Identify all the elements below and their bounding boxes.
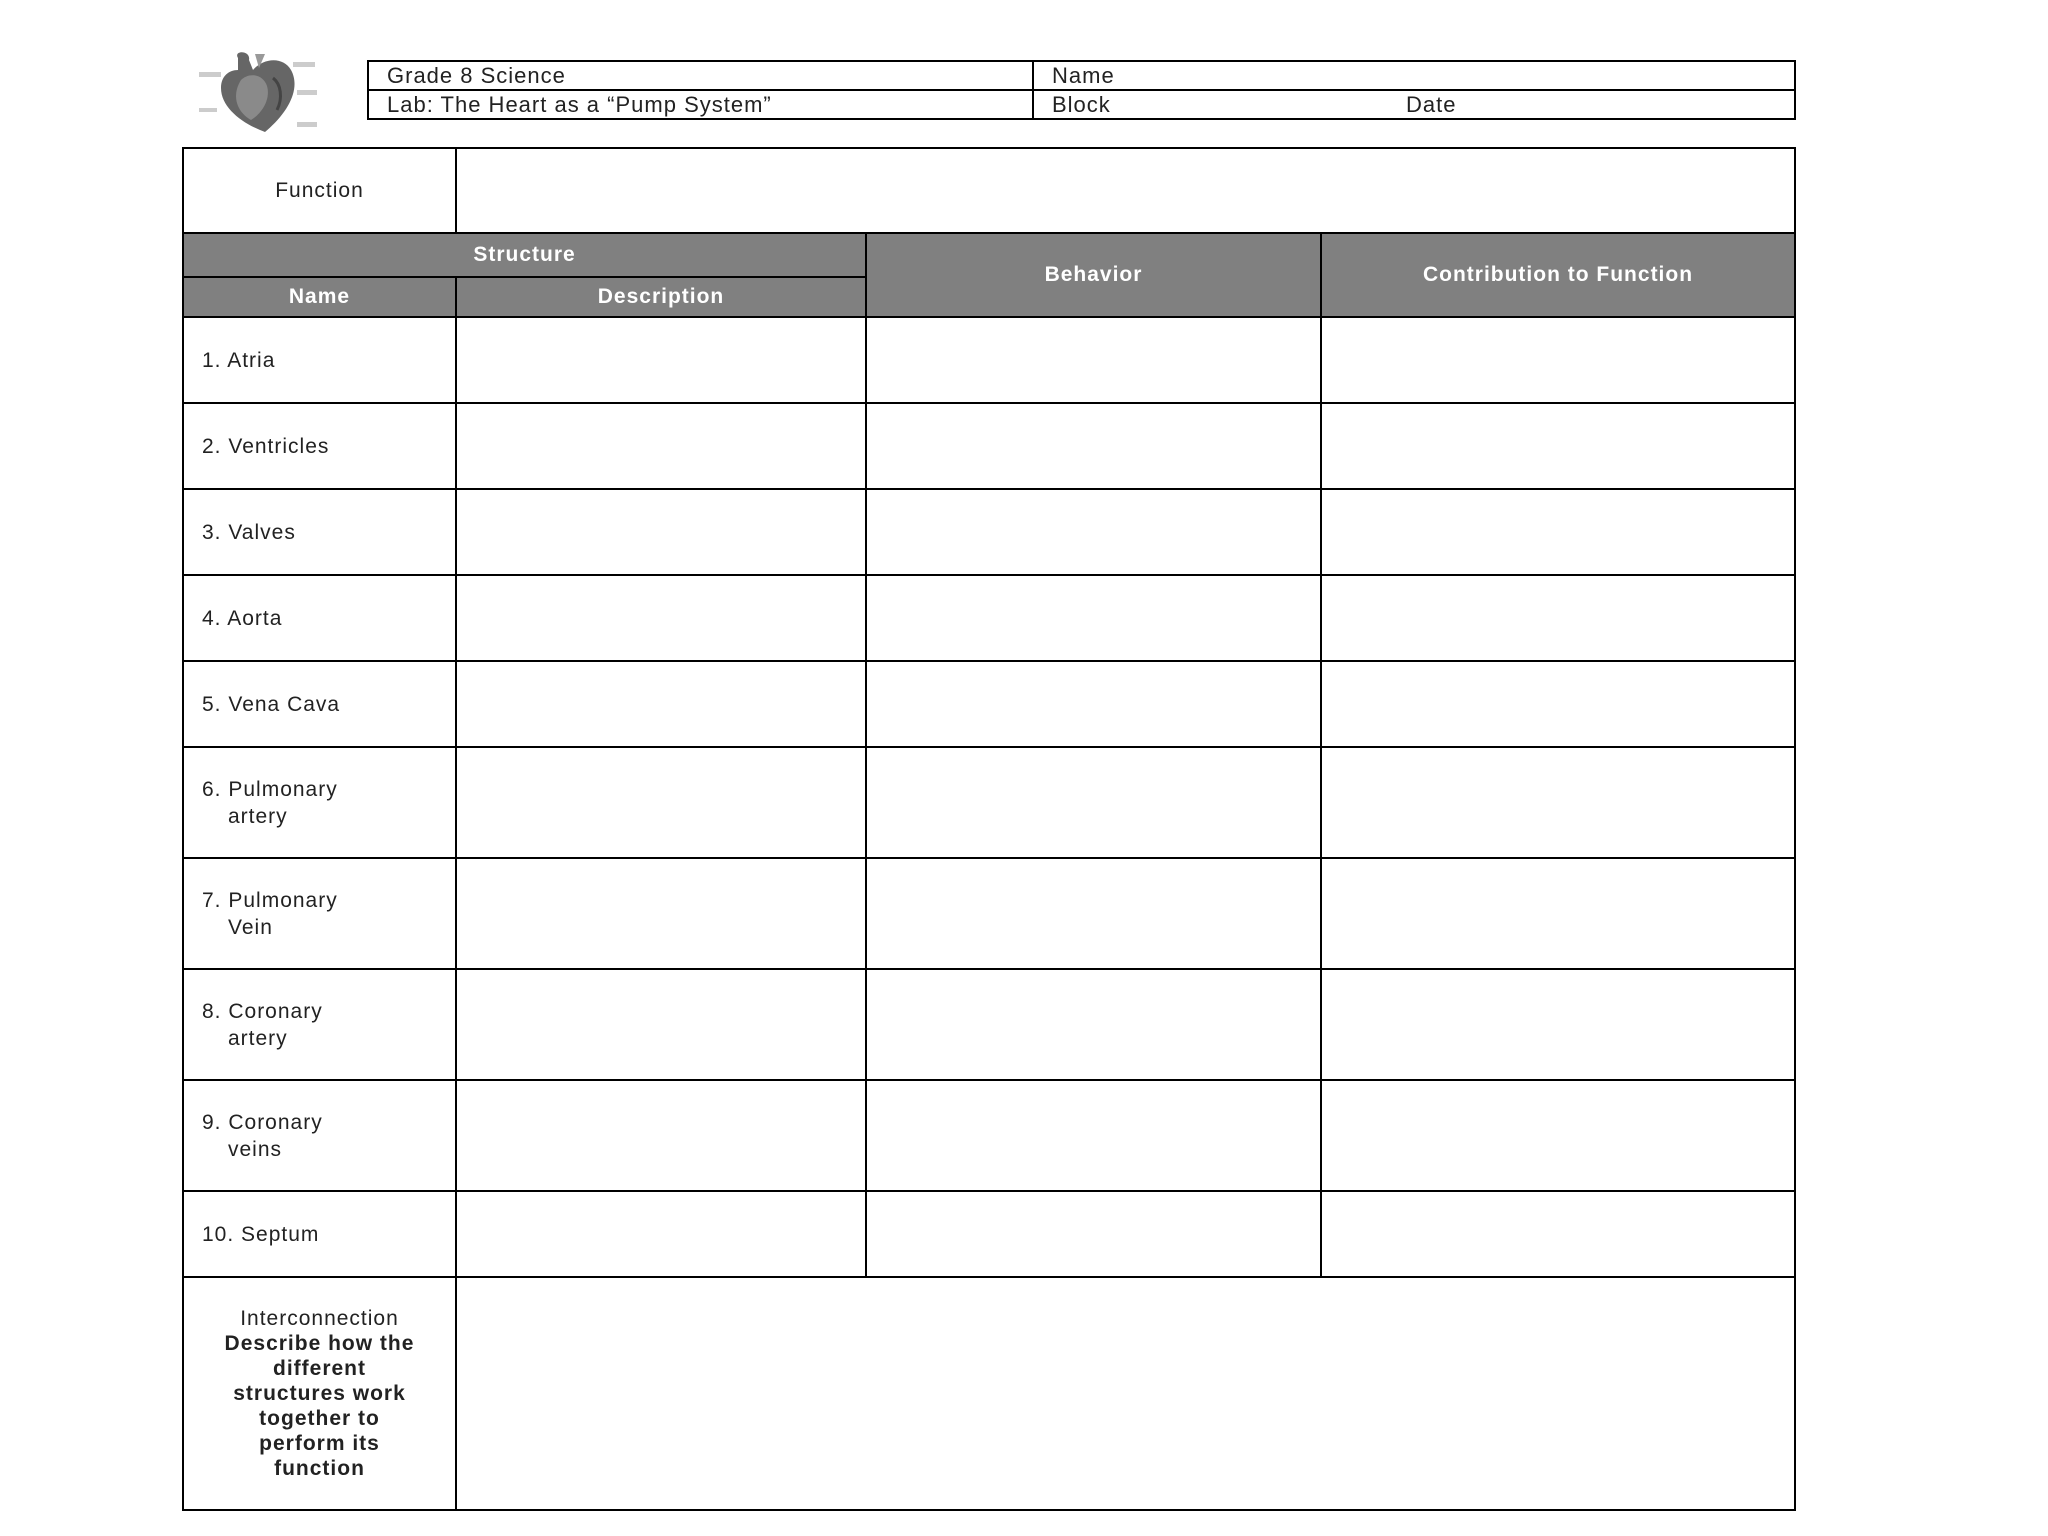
contribution-header: Contribution to Function xyxy=(1321,233,1795,317)
structure-name: 3. Valves xyxy=(202,520,296,544)
structure-name-cell xyxy=(183,489,456,575)
structure-name-cell xyxy=(183,661,456,747)
description-cell[interactable] xyxy=(456,317,866,403)
structure-row xyxy=(183,575,1795,661)
structure-name-cell xyxy=(183,858,456,969)
interconnection-label xyxy=(183,1277,456,1510)
block-label: Block xyxy=(1052,91,1111,117)
contribution-cell[interactable] xyxy=(1321,661,1795,747)
structure-name: 2. Ventricles xyxy=(202,434,330,458)
description-cell[interactable] xyxy=(456,489,866,575)
structure-rows xyxy=(183,317,1795,1277)
structure-name: 8. Coronary xyxy=(202,999,323,1023)
structure-row xyxy=(183,747,1795,858)
behavior-cell[interactable] xyxy=(866,747,1321,858)
interconnection-title: Interconnection xyxy=(240,1307,399,1330)
structure-row xyxy=(183,403,1795,489)
contribution-cell[interactable] xyxy=(1321,575,1795,661)
contribution-cell[interactable] xyxy=(1321,858,1795,969)
behavior-cell[interactable] xyxy=(866,489,1321,575)
description-cell[interactable] xyxy=(456,403,866,489)
description-cell[interactable] xyxy=(456,575,866,661)
structure-name: 4. Aorta xyxy=(202,606,283,630)
structure-row xyxy=(183,489,1795,575)
structure-name: 9. Coronary xyxy=(202,1110,323,1134)
behavior-cell[interactable] xyxy=(866,1191,1321,1277)
date-label: Date xyxy=(1406,91,1457,117)
contribution-cell[interactable] xyxy=(1321,317,1795,403)
structure-row xyxy=(183,1080,1795,1191)
behavior-header: Behavior xyxy=(866,233,1321,317)
interconnection-answer-cell[interactable] xyxy=(456,1277,1795,1510)
structure-name-continued: artery xyxy=(228,804,288,828)
structure-name-cell xyxy=(183,403,456,489)
structure-name-continued: veins xyxy=(228,1137,283,1161)
structure-row xyxy=(183,1191,1795,1277)
lab-title: Lab: The Heart as a “Pump System” xyxy=(368,90,1033,119)
structure-row xyxy=(183,858,1795,969)
description-cell[interactable] xyxy=(456,1080,866,1191)
contribution-cell[interactable] xyxy=(1321,403,1795,489)
behavior-cell[interactable] xyxy=(866,858,1321,969)
contribution-cell[interactable] xyxy=(1321,1080,1795,1191)
description-cell[interactable] xyxy=(456,969,866,1080)
interconnection-prompt: Describe how the different structures work together to perform its function xyxy=(224,1332,415,1480)
structure-name-continued: artery xyxy=(228,1026,288,1050)
structure-name-cell xyxy=(183,317,456,403)
structure-name-cell xyxy=(183,575,456,661)
heart-icon xyxy=(193,50,323,136)
structure-name-cell xyxy=(183,747,456,858)
contribution-cell[interactable] xyxy=(1321,969,1795,1080)
function-label: Function xyxy=(183,148,456,233)
behavior-cell[interactable] xyxy=(866,969,1321,1080)
structure-row xyxy=(183,661,1795,747)
contribution-cell[interactable] xyxy=(1321,1191,1795,1277)
function-answer-cell[interactable] xyxy=(456,148,1795,233)
header-info-table xyxy=(367,60,1796,120)
structure-name: 10. Septum xyxy=(202,1222,320,1246)
description-cell[interactable] xyxy=(456,747,866,858)
name-header: Name xyxy=(183,277,456,317)
description-cell[interactable] xyxy=(456,1191,866,1277)
structure-name: 6. Pulmonary xyxy=(202,777,338,801)
heart-worksheet-table xyxy=(182,147,1796,1511)
structure-row xyxy=(183,969,1795,1080)
structure-name-cell xyxy=(183,969,456,1080)
behavior-cell[interactable] xyxy=(866,575,1321,661)
behavior-cell[interactable] xyxy=(866,661,1321,747)
structure-row xyxy=(183,317,1795,403)
structure-header: Structure xyxy=(183,233,866,277)
description-header: Description xyxy=(456,277,866,317)
behavior-cell[interactable] xyxy=(866,317,1321,403)
structure-name: 7. Pulmonary xyxy=(202,888,338,912)
structure-name: 1. Atria xyxy=(202,348,276,372)
structure-name-cell xyxy=(183,1191,456,1277)
description-cell[interactable] xyxy=(456,858,866,969)
description-cell[interactable] xyxy=(456,661,866,747)
behavior-cell[interactable] xyxy=(866,403,1321,489)
structure-name: 5. Vena Cava xyxy=(202,692,341,716)
structure-name-continued: Vein xyxy=(228,915,273,939)
structure-name-cell xyxy=(183,1080,456,1191)
block-date-field[interactable] xyxy=(1033,90,1795,119)
course-label: Grade 8 Science xyxy=(368,61,1033,90)
name-field[interactable]: Name xyxy=(1033,61,1795,90)
behavior-cell[interactable] xyxy=(866,1080,1321,1191)
contribution-cell[interactable] xyxy=(1321,747,1795,858)
contribution-cell[interactable] xyxy=(1321,489,1795,575)
